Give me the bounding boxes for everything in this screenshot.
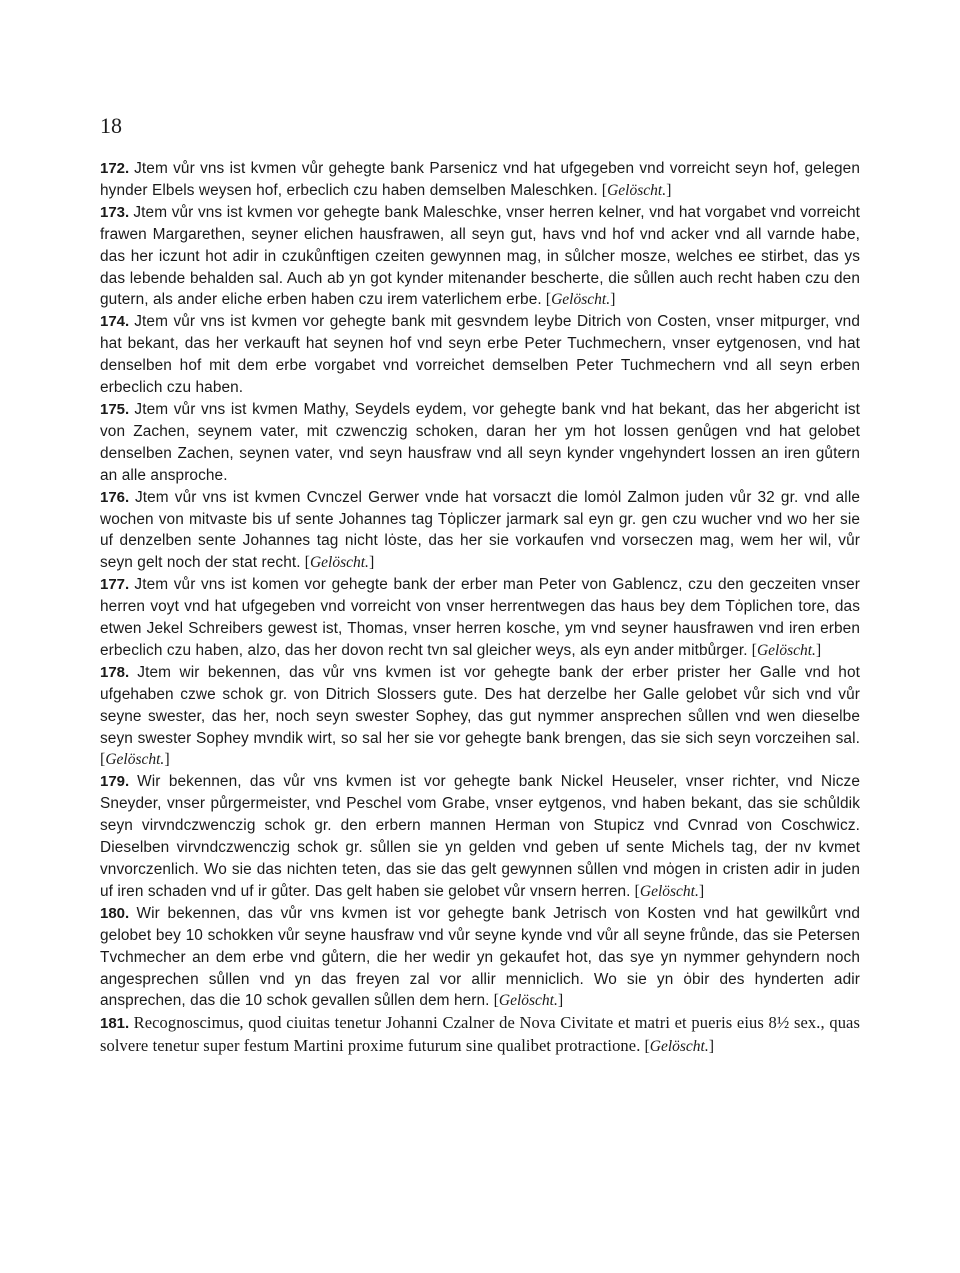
entry-number: 179. — [100, 773, 130, 791]
entry-text: Jtem vůr vns ist komen vor gehegte bank der erber man Peter von Gablencz, czu den geczeiten vnser herren voyt vnd hat ufgegeben vnd vorreicht von vnser herrentwegen das haus bey dem Tȯplichen tore, das etwen Jekel Schreibers gewest ist, Thomas, vnser herren kosche, ym vnd seyner hausfrawen vnd iren erben erbeclich czu haben, alzo, das her dovon recht tvn sal gleicher weys, als eyn ander mitbůrger. — [100, 576, 861, 659]
entry-176: 176. Jtem vůr vns ist kvmen Cvnczel Gerwer vnde hat vorsaczt die lomȯl Zalmon juden vůr 32 gr. vnd alle wochen von mitvaste bis uf sente Johannes tag Tȯpliczer jarmark sal eyn gr. gen czu wucher vnd wo her sie uf denzelben sente Johannes tag nicht lȯste, das her sie vorkaufen vnd vorseczen mag, wem her wil, vůr seyn gelt noch der stat recht. [Gelöscht.] — [100, 488, 861, 572]
entry-number: 175. — [100, 400, 130, 418]
deletion-note: Gelöscht. — [498, 992, 558, 1010]
entry-178: 178. Jtem wir bekennen, das vůr vns kvmen ist vor gehegte bank der erber prister her Galle vnd hot ufgehaben czwe schok gr. von Ditrich Slossers gute. Des hat derzelbe her Galle gelobet vůr sich vnd vůr seyne swester, das her, noch seyn swester Sophey, das gut nymmer ansprechen sůllen vnd wen dieselbe seyn swester Sophey mvndik wirt, so sal her sie vor gehegte bank brengen, das sie sich seyn vorczeihen sal. [Gelöscht.] — [100, 663, 860, 769]
entry-number: 181. — [100, 1015, 130, 1033]
entry-number: 174. — [100, 313, 130, 331]
entry-text: Jtem vůr vns ist kvmen vor gehegte bank Maleschke, vnser herren kelner, vnd hat vorgabet vnd vorreicht frawen Margarethen, seyner elichen hausfrawen, all seyn gut, havs vnd hof vnd acker vnd all varnde habe, das her iczunt hot adir in czukůnftigen czeiten gewynnen mag, in sůlcher mosze, welches ee stirbet, das ys das lebende behalden sal. Auch ab yn got kynder mitenander bescherte, die sůllen auch recht haben czu den gutern, als ander eliche erben haben czu irem vaterlichem erbe. — [100, 203, 860, 309]
deletion-note: Gelöscht. — [607, 181, 667, 199]
entry-text: Recognoscimus, quod ciuitas tenetur Johanni Czalner de Nova Civitate et matri et pueris eius 8½ sex., quas solvere tenetur super festum Martini proxime futurum sine qualibet protractione. — [100, 1013, 860, 1056]
entry-number: 176. — [100, 488, 130, 506]
entry-177: 177. Jtem vůr vns ist komen vor gehegte bank der erber man Peter von Gablencz, czu den geczeiten vnser herren voyt vnd hat ufgegeben vnd vorreicht von vnser herrentwegen das haus bey dem Tȯplichen tore, das etwen Jekel Schreibers gewest ist, Thomas, vnser herren kosche, ym vnd seyner hausfrawen vnd iren erben erbeclich czu haben, alzo, das her dovon recht tvn sal gleicher weys, als eyn ander mitbůrger. [Gelöscht.] — [100, 576, 861, 659]
entry-number: 177. — [100, 576, 130, 594]
entry-173: 173. Jtem vůr vns ist kvmen vor gehegte bank Maleschke, vnser herren kelner, vnd hat vorgabet vnd vorreicht frawen Margarethen, seyner elichen hausfrawen, all seyn gut, havs vnd hof vnd acker vnd all varnde habe, das her iczunt hot adir in czukůnftigen czeiten gewynnen mag, in sůlcher mosze, welches ee stirbet, das ys das lebende behalden sal. Auch ab yn got kynder mitenander bescherte, die sůllen auch recht haben czu den gutern, als ander eliche erben haben czu irem vaterlichem erbe. [Gelöscht.] — [100, 203, 860, 309]
entry-text: Jtem vůr vns ist kvmen vor gehegte bank mit gesvndem leybe Ditrich von Costen, vnser mitpurger, vnd hat bekant, das her verkauft hat seynen hof vnd seyn erbe Peter Tuchmechern, vnser eytgenosen, vnd hat denselben hof mit dem erbe vorgabet vnd vorreichet demselben Peter Tuchmechern vnd all seyn erben erbeclich czu haben. — [100, 313, 860, 397]
page-number: 18 — [100, 113, 122, 138]
entry-181: 181. Recognoscimus, quod ciuitas tenetur Johanni Czalner de Nova Civitate et matri et pueris eius 8½ sex., quas solvere tenetur super festum Martini proxime futurum sine qualibet protractione. [Gelöscht.] — [100, 1013, 860, 1056]
entry-number: 178. — [100, 663, 130, 681]
entry-172: 172. Jtem vůr vns ist kvmen vůr gehegte bank Parsenicz vnd hat ufgegeben vnd vorreicht seyn hof, gelegen hynder Elbels weysen hof, erbeclich czu haben demselben Maleschken. [Gelöscht.] — [100, 160, 860, 199]
entry-174 — [100, 311, 860, 399]
entry-text: Wir bekennen, das vůr vns kvmen ist vor gehegte bank Nickel Heuseler, vnser richter, vnd Nicze Sneyder, vnser půrgermeister, vnd Peschel vom Grabe, vnser eytgenos, vnd haben bekant, das sie schůldik seyn virvndczwenczig schok gr. den erbern mannen Herman von Stupicz vnd Cvnrad von Coschwicz. Dieselben virvndczwenczig schok gr. sůllen sie yn gelden vnd geben uf sente Michels tag, der nv kvmet vnvorczenlich. Wo sie das nichten teten, das sie das gelt gewynnen sůllen vnd mȯgen in cristen adir in juden uf iren schaden vnd uf ir gůter. Das gelt haben sie gelobet vůr vnsern herren. — [100, 773, 860, 900]
entry-number: 180. — [100, 904, 130, 922]
entry-text: Wir bekennen, das vůr vns kvmen ist vor gehegte bank Jetrisch von Kosten vnd hat gewilkůrt vnd gelobet bey 10 schokken vůr seyne hausfraw vnd vůr seyne kynde vnd vůr all seyne frůnde, das sie Petersen Tvchmecher an dem erbe vnd gůtern, die her wedir yn gekaufet hot, das sye yn nymmer gehyndern noch angesprechen sůllen vnd yn das freyen zal vor allir menniclich. Wo sie yn ȯbir des hynderten adir ansprechen, das die 10 schok gevallen sůllen dem hern. — [100, 904, 860, 1010]
document-body — [100, 158, 860, 1058]
entry-179: 179. Wir bekennen, das vůr vns kvmen ist vor gehegte bank Nickel Heuseler, vnser richter, vnd Nicze Sneyder, vnser půrgermeister, vnd Peschel vom Grabe, vnser eytgenos, vnd haben bekant, das sie schůldik seyn virvndczwenczig schok gr. den erbern mannen Herman von Stupicz vnd Cvnrad von Coschwicz. Dieselben virvndczwenczig schok gr. sůllen sie yn gelden vnd geben uf sente Michels tag, der nv kvmet vnvorczenlich. Wo sie das nichten teten, das sie das gelt gewynnen sůllen vnd mȯgen in cristen adir in juden uf iren schaden vnd uf ir gůter. Das gelt haben sie gelobet vůr vnsern herren. [Gelöscht.] — [100, 773, 860, 900]
entry-text: Jtem vůr vns ist kvmen Cvnczel Gerwer vnde hat vorsaczt die lomȯl Zalmon juden vůr 32 gr. vnd alle wochen von mitvaste bis uf sente Johannes tag Tȯpliczer jarmark sal eyn gr. gen czu wucher vnd wo her sie uf denzelben sente Johannes tag nicht lȯste, das her sie vorkaufen vnd vorseczen mag, wem her wil, vůr seyn gelt noch der stat recht. — [100, 488, 861, 572]
entry-number: 173. — [100, 203, 130, 221]
entry-text: Jtem wir bekennen, das vůr vns kvmen ist vor gehegte bank der erber prister her Galle vnd hot ufgehaben czwe schok gr. von Ditrich Slossers gute. Des hat derzelbe her Galle gelobet vůr sich vnd vůr seyne swester, das her, noch seyn swester Sophey, das gut nymmer ansprechen sůllen vnd wen dieselbe seyn swester Sophey mvndik wirt, so sal her sie vor gehegte bank brengen, das sie sich seyn vorczeihen sal. — [100, 663, 860, 747]
deletion-note: Gelöscht. — [309, 554, 369, 572]
entry-number: 172. — [100, 160, 130, 177]
entry-175 — [100, 399, 860, 487]
deletion-note: Gelöscht. — [551, 291, 611, 309]
entry-text: Jtem vůr vns ist kvmen vůr gehegte bank Parsenicz vnd hat ufgegeben vnd vorreicht seyn hof, gelegen hynder Elbels weysen hof, erbeclich czu haben demselben Maleschken. — [100, 160, 860, 199]
entry-text: Jtem vůr vns ist kvmen Mathy, Seydels eydem, vor gehegte bank vnd hat bekant, das her abgericht ist von Zachen, seynem vater, mit czwenczig schoken, daran her ym hot lossen genůgen vnd hat gelobet denselben Zachen, seynen vater, vnd seyn hausfraw vnd all seyn kynder vngehyndert lossen an iren gůtern an alle ansproche. — [100, 400, 861, 484]
deletion-note: Gelöscht. — [756, 641, 816, 659]
deletion-note: Gelöscht. — [105, 751, 165, 769]
deletion-note: Gelöscht. — [639, 882, 699, 900]
deletion-note: Gelöscht. — [649, 1038, 709, 1056]
entry-180: 180. Wir bekennen, das vůr vns kvmen ist vor gehegte bank Jetrisch von Kosten vnd hat gewilkůrt vnd gelobet bey 10 schokken vůr seyne hausfraw vnd vůr seyne kynde vnd vůr all seyne frůnde, das sie Petersen Tvchmecher an dem erbe vnd gůtern, die her wedir yn gekaufet hot, das sye yn nymmer gehyndern noch angesprechen sůllen vnd yn das freyen zal vor allir menniclich. Wo sie yn ȯbir des hynderten adir ansprechen, das die 10 schok gevallen sůllen dem hern. [Gelöscht.] — [100, 904, 860, 1010]
